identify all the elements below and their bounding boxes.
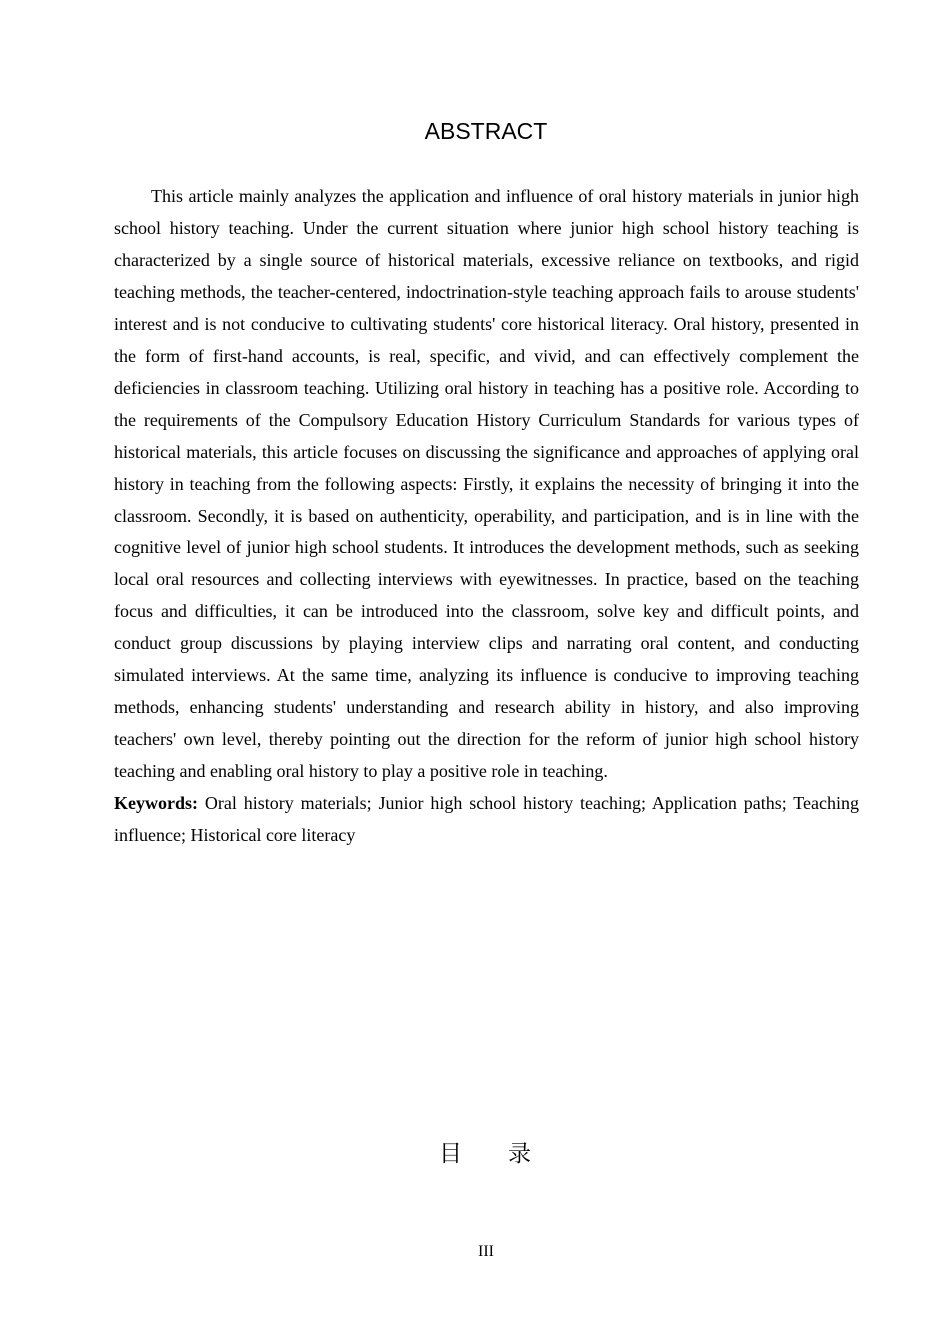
keywords-line <box>114 788 859 852</box>
abstract-body <box>114 181 859 852</box>
abstract-paragraph: This article mainly analyzes the application and influence of oral history materials in junior high school history teaching. Under the current situation where junior high school history teaching is characterized by a single source of historical materials, excessive reliance on textbooks, and rigid teaching methods, the teacher-centered, indoctrination-style teaching approach fails to arouse students' interest and is not conducive to cultivating students' core historical literacy. Oral history, presented in the form of first-hand accounts, is real, specific, and vivid, and can effectively complement the deficiencies in classroom teaching. Utilizing oral history in teaching has a positive role. According to the requirements of the Compulsory Education History Curriculum Standards for various types of historical materials, this article focuses on discussing the significance and approaches of applying oral history in teaching from the following aspects: Firstly, it explains the necessity of bringing it into the classroom. Secondly, it is based on authenticity, operability, and participation, and is in line with the cognitive level of junior high school students. It introduces the development methods, such as seeking local oral resources and collecting interviews with eyewitnesses. In practice, based on the teaching focus and difficulties, it can be introduced into the classroom, solve key and difficult points, and conduct group discussions by playing interview clips and narrating oral content, and conducting simulated interviews. At the same time, analyzing its influence is conducive to improving teaching methods, enhancing students' understanding and research ability in history, and also improving teachers' own level, thereby pointing out the direction for the reform of junior high school history teaching and enabling oral history to play a positive role in teaching. <box>114 186 859 782</box>
toc-title-char-1: 目 <box>439 1141 462 1167</box>
toc-title-char-2: 录 <box>508 1141 531 1167</box>
abstract-title: ABSTRACT <box>424 118 548 144</box>
page-number: III <box>478 1243 494 1260</box>
keywords-text: Oral history materials; Junior high school history teaching; Application paths; Teaching influence; Historical core literacy <box>114 793 860 846</box>
keywords-label: Keywords: <box>114 793 198 814</box>
toc-title <box>439 1138 539 1170</box>
